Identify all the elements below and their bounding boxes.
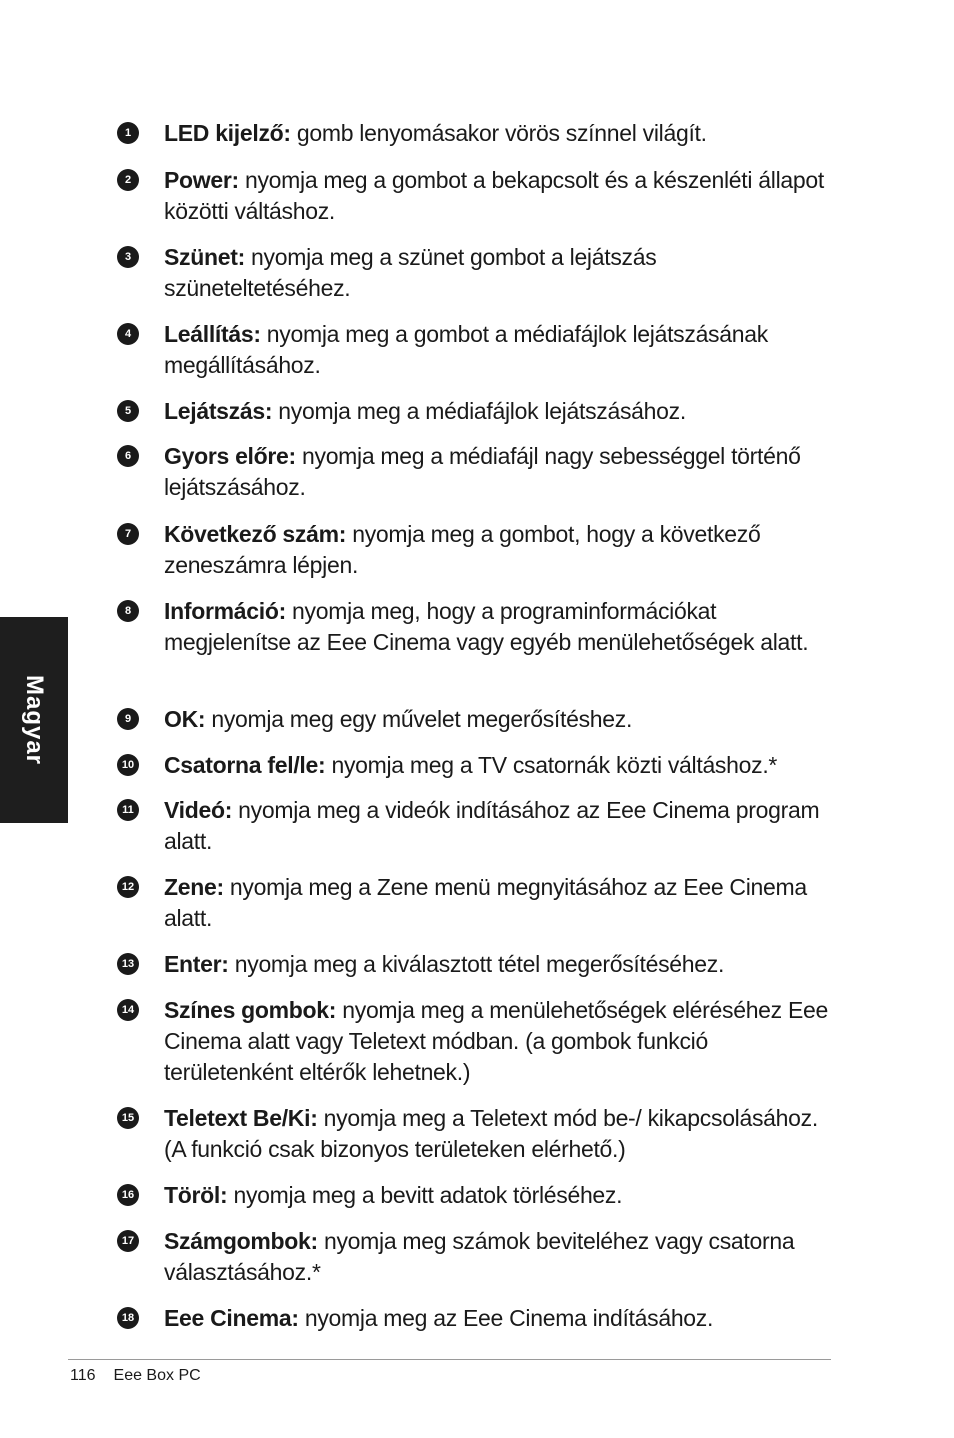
item-number-badge: 1 xyxy=(117,122,139,144)
item-term: LED kijelző: xyxy=(164,120,291,146)
list-item xyxy=(117,949,837,980)
list-item xyxy=(117,441,837,503)
item-term: Lejátszás: xyxy=(164,398,273,424)
item-desc: nyomja meg, hogy a programinformációkat megjelenítse az Eee Cinema vagy egyéb menülehetőségek alatt. xyxy=(164,598,809,655)
item-desc: nyomja meg a médiafájlok lejátszásához. xyxy=(272,398,686,424)
list-item xyxy=(117,319,837,381)
item-number-badge: 3 xyxy=(117,246,139,268)
item-number-badge: 8 xyxy=(117,600,139,622)
item-desc: nyomja meg egy művelet megerősítéshez. xyxy=(205,706,633,732)
item-desc: nyomja meg a gombot, hogy a következő zeneszámra lépjen. xyxy=(164,521,761,578)
item-desc: nyomja meg a menülehetőségek eléréséhez Eee Cinema alatt vagy Teletext módban. (a gombok funkció területenként eltérők lehetnek.) xyxy=(164,997,828,1085)
item-text xyxy=(164,441,837,503)
item-text xyxy=(164,1103,837,1165)
item-desc: nyomja meg a gombot a médiafájlok lejátszásának megállításához. xyxy=(164,321,768,378)
product-name: Eee Box PC xyxy=(113,1367,201,1384)
item-text xyxy=(164,1180,837,1211)
item-text xyxy=(164,165,837,227)
list-item xyxy=(117,704,837,735)
item-text xyxy=(164,1303,837,1334)
item-term: Szünet: xyxy=(164,244,245,270)
item-desc: nyomja meg a gombot a bekapcsolt és a készenléti állapot közötti váltáshoz. xyxy=(164,167,824,224)
item-term: Leállítás: xyxy=(164,321,261,347)
item-term: OK: xyxy=(164,706,206,732)
item-text xyxy=(164,949,837,980)
item-term: Teletext Be/Ki: xyxy=(164,1105,318,1131)
list-item xyxy=(117,165,837,227)
page-footer xyxy=(70,1367,201,1385)
item-number-badge: 11 xyxy=(117,799,139,821)
item-number-badge: 12 xyxy=(117,876,139,898)
item-desc: nyomja meg a Zene menü megnyitásához az Eee Cinema alatt. xyxy=(164,874,807,931)
item-desc: nyomja meg a bevitt adatok törléséhez. xyxy=(227,1182,623,1208)
footer-divider xyxy=(68,1359,831,1360)
item-term: Power: xyxy=(164,167,239,193)
list-item xyxy=(117,872,837,934)
list-item xyxy=(117,519,837,581)
item-text xyxy=(164,995,837,1088)
item-text xyxy=(164,242,837,304)
item-desc: nyomja meg a TV csatornák közti váltáshoz.* xyxy=(325,752,778,778)
item-term: Információ: xyxy=(164,598,286,624)
list-item xyxy=(117,1103,837,1165)
item-desc: nyomja meg a szünet gombot a lejátszás szüneteltetéséhez. xyxy=(164,244,657,301)
list-item xyxy=(117,396,837,427)
page-number: 116 xyxy=(70,1367,96,1384)
item-text xyxy=(164,872,837,934)
item-number-badge: 18 xyxy=(117,1307,139,1329)
item-text xyxy=(164,750,837,781)
item-term: Színes gombok: xyxy=(164,997,337,1023)
item-number-badge: 9 xyxy=(117,708,139,730)
item-term: Csatorna fel/le: xyxy=(164,752,326,778)
item-term: Enter: xyxy=(164,951,229,977)
item-text xyxy=(164,1226,837,1288)
item-text xyxy=(164,118,837,149)
item-term: Következő szám: xyxy=(164,521,347,547)
item-number-badge: 14 xyxy=(117,999,139,1021)
item-number-badge: 16 xyxy=(117,1184,139,1206)
item-desc: nyomja meg a kiválasztott tétel megerősítéséhez. xyxy=(228,951,725,977)
list-item xyxy=(117,795,837,857)
list-item xyxy=(117,242,837,304)
item-term: Számgombok: xyxy=(164,1228,318,1254)
item-number-badge: 17 xyxy=(117,1230,139,1252)
list-item xyxy=(117,750,837,781)
list-item xyxy=(117,1226,837,1288)
item-term: Eee Cinema: xyxy=(164,1305,299,1331)
list-item xyxy=(117,1180,837,1211)
item-desc: gomb lenyomásakor vörös színnel világít. xyxy=(290,120,707,146)
item-desc: nyomja meg a videók indításához az Eee Cinema program alatt. xyxy=(164,797,820,854)
item-number-badge: 10 xyxy=(117,754,139,776)
list-item xyxy=(117,596,837,658)
item-number-badge: 6 xyxy=(117,445,139,467)
item-term: Gyors előre: xyxy=(164,443,296,469)
item-term: Töröl: xyxy=(164,1182,228,1208)
item-text xyxy=(164,519,837,581)
item-term: Videó: xyxy=(164,797,233,823)
language-tab xyxy=(0,617,68,823)
item-text xyxy=(164,795,837,857)
item-number-badge: 2 xyxy=(117,169,139,191)
item-number-badge: 15 xyxy=(117,1107,139,1129)
item-number-badge: 4 xyxy=(117,323,139,345)
item-text xyxy=(164,319,837,381)
item-text xyxy=(164,396,837,427)
item-text xyxy=(164,704,837,735)
language-tab-label: Magyar xyxy=(21,674,48,766)
list-item xyxy=(117,118,837,149)
item-desc: nyomja meg számok beviteléhez vagy csatorna választásához.* xyxy=(164,1228,795,1285)
item-desc: nyomja meg az Eee Cinema indításához. xyxy=(298,1305,714,1331)
list-item xyxy=(117,1303,837,1334)
list-item xyxy=(117,995,837,1088)
item-number-badge: 5 xyxy=(117,400,139,422)
item-term: Zene: xyxy=(164,874,224,900)
item-text xyxy=(164,596,837,658)
item-number-badge: 7 xyxy=(117,523,139,545)
item-desc: nyomja meg a Teletext mód be-/ kikapcsolásához. (A funkció csak bizonyos területeken elérhető.) xyxy=(164,1105,818,1162)
item-number-badge: 13 xyxy=(117,953,139,975)
item-desc: nyomja meg a médiafájl nagy sebességgel történő lejátszásához. xyxy=(164,443,801,500)
